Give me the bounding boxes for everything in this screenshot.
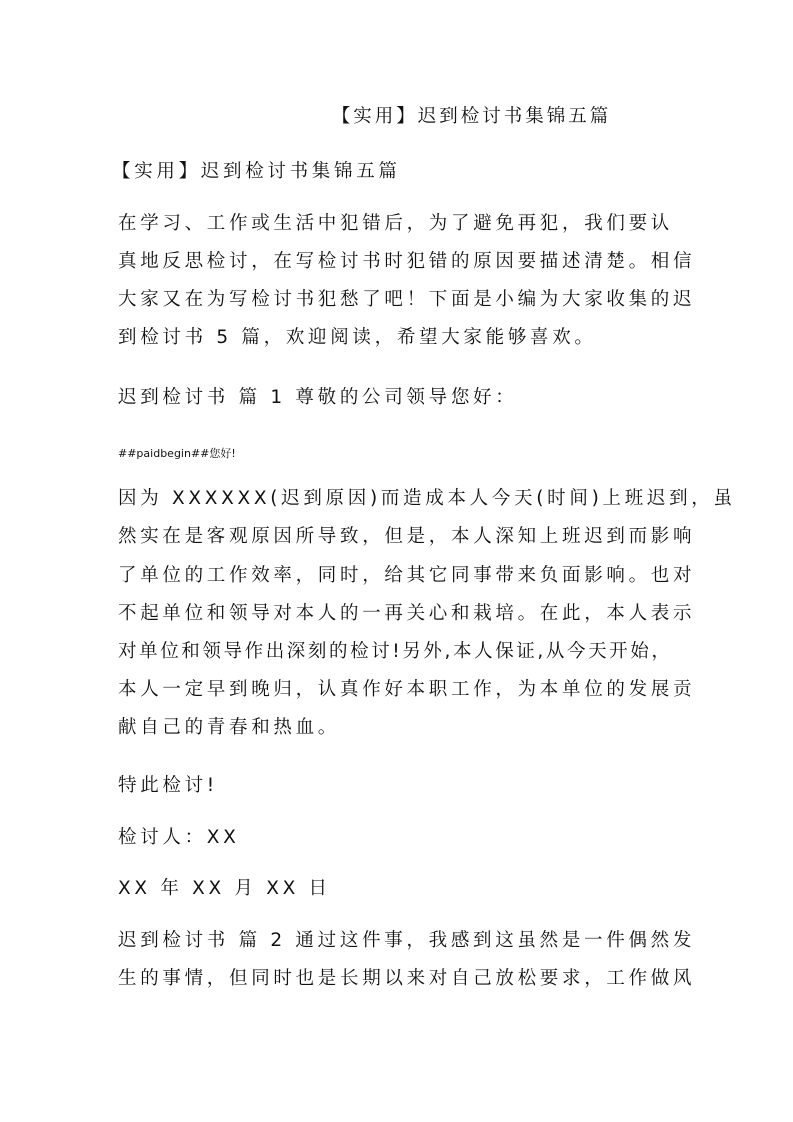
text-line: 生的事情，但同时也是长期以来对自己放松要求，工作做风 bbox=[118, 968, 696, 989]
text-line: 因为 XXXXXX(迟到原因)而造成本人今天(时间)上班迟到，虽 bbox=[118, 488, 736, 509]
text-line: 在学习、工作或生活中犯错后，为了避免再犯，我们要认 bbox=[118, 213, 674, 234]
text-line: 对单位和领导作出深刻的检讨!另外,本人保证,从今天开始， bbox=[118, 641, 673, 662]
section-1-heading: 迟到检讨书 篇 1 尊敬的公司领导您好： bbox=[118, 387, 518, 408]
text-line: 然实在是客观原因所导致，但是，本人深知上班迟到而影响 bbox=[118, 526, 696, 547]
paid-marker: ##paidbegin##您好! bbox=[118, 447, 236, 460]
text-line: 了单位的工作效率，同时，给其它同事带来负面影响。也对 bbox=[118, 565, 696, 586]
text-line: 迟到检讨书 篇 2 通过这件事，我感到这虽然是一件偶然发 bbox=[118, 930, 696, 951]
date: XX 年 XX 月 XX 日 bbox=[118, 878, 331, 899]
document-title: 【实用】迟到检讨书集锦五篇 bbox=[331, 106, 612, 127]
closing-text: 特此检讨! bbox=[118, 775, 218, 796]
text-line: 真地反思检讨，在写检讨书时犯错的原因要描述清楚。相信 bbox=[118, 251, 696, 272]
text-line: 献自己的青春和热血。 bbox=[118, 717, 341, 738]
text-line: 到检讨书 5 篇，欢迎阅读，希望大家能够喜欢。 bbox=[118, 327, 597, 348]
text-line: 本人一定早到晚归，认真作好本职工作，为本单位的发展贡 bbox=[118, 679, 696, 700]
text-line: 不起单位和领导对本人的一再关心和栽培。在此，本人表示 bbox=[118, 603, 696, 624]
signer: 检讨人：XX bbox=[118, 827, 240, 848]
text-line: 大家又在为写检讨书犯愁了吧！下面是小编为大家收集的迟 bbox=[118, 289, 696, 310]
subtitle: 【实用】迟到检讨书集锦五篇 bbox=[112, 161, 401, 182]
